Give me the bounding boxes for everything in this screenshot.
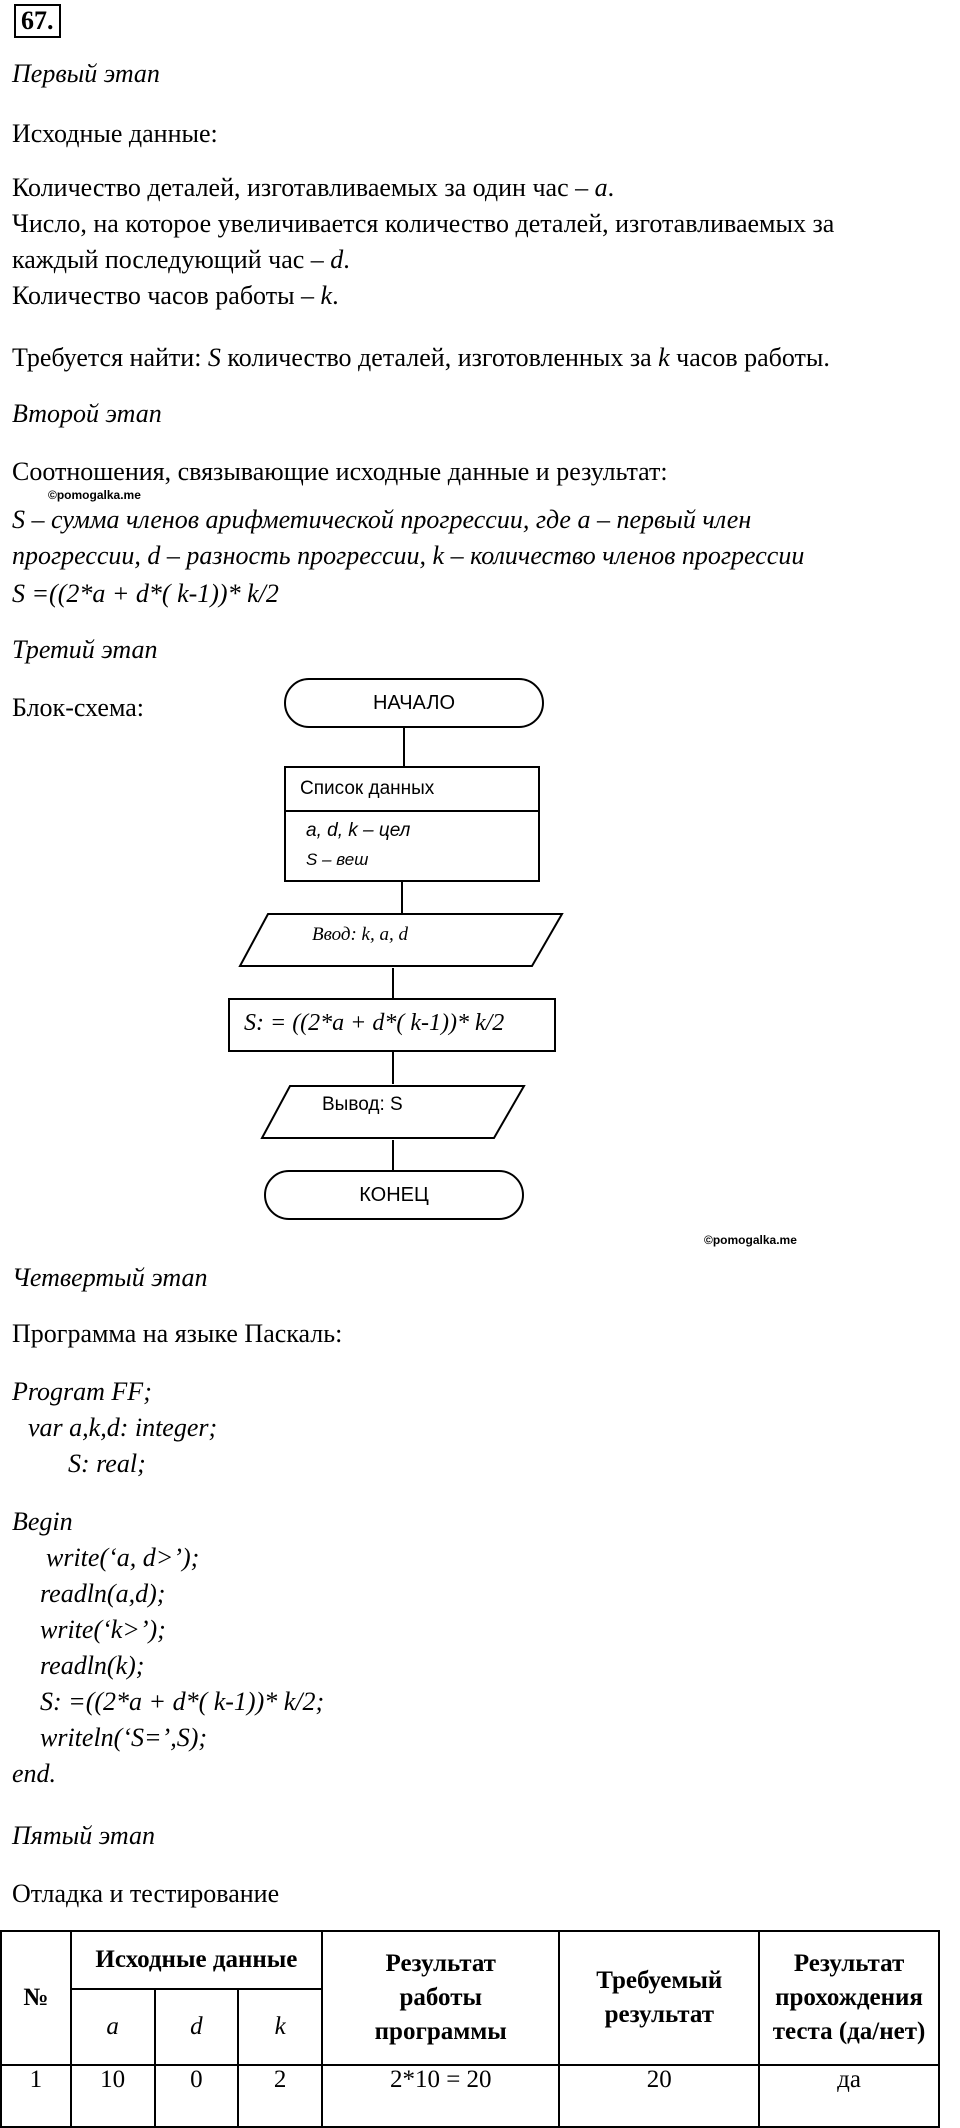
- var-d: d: [330, 245, 344, 274]
- flowchart-end: КОНЕЦ: [264, 1170, 524, 1220]
- find-mid: количество деталей, изготовленных за: [220, 343, 659, 372]
- watermark-1: ©pomogalka.me: [48, 488, 141, 502]
- header-k: k: [238, 1989, 322, 2065]
- initial-line-1-text: Количество деталей, изготавливаемых за один час –: [12, 173, 595, 202]
- flowchart-label: Блок-схема:: [12, 693, 144, 722]
- data-list-title: Список данных: [300, 778, 435, 799]
- stage4-title: Четвертый этап: [12, 1263, 208, 1292]
- header-expected-l1: Требуемый: [596, 1967, 723, 1994]
- debug-label: Отладка и тестирование: [12, 1879, 280, 1908]
- initial-data-label: Исходные данные:: [12, 119, 218, 148]
- code-line: var a,k,d: integer;: [28, 1413, 218, 1442]
- find-var-k: k: [658, 343, 670, 372]
- relations-line-1: S – сумма членов арифметической прогрессии, где a – первый член: [12, 505, 752, 534]
- cell-k: 2: [238, 2065, 322, 2127]
- initial-line-4-end: .: [332, 281, 339, 310]
- header-result-l3: программы: [374, 2018, 507, 2045]
- flowchart-assign: [228, 998, 556, 1052]
- header-d: d: [155, 1989, 239, 2065]
- header-result-l2: работы: [399, 1984, 483, 2011]
- stage1-title: Первый этап: [12, 59, 160, 88]
- flowchart-assign-text: S: = ((2*a + d*( k-1))* k/2: [244, 1010, 505, 1036]
- header-pass-l1: Результат: [793, 1950, 905, 1977]
- relations-line-2: прогрессии, d – разность прогрессии, k – количество членов прогрессии: [12, 541, 805, 570]
- initial-line-2: Число, на которое увеличивается количество деталей, изготавливаемых за: [12, 209, 835, 238]
- code-line: readln(k);: [40, 1651, 145, 1680]
- flowchart-output-text: Вывод: S: [322, 1094, 403, 1115]
- cell-num: 1: [1, 2065, 71, 2127]
- header-num: №: [1, 1931, 71, 2065]
- code-line: Begin: [12, 1507, 73, 1536]
- code-line: Program FF;: [12, 1377, 152, 1406]
- header-result-l1: Результат: [385, 1950, 496, 1977]
- results-table: [0, 1930, 940, 2128]
- cell-a: 10: [71, 2065, 155, 2127]
- data-list-line-2: S – веш: [306, 850, 369, 869]
- table-row: [1, 2065, 939, 2127]
- header-pass-l2: прохождения: [775, 1984, 923, 2011]
- flowchart-start: НАЧАЛО: [284, 678, 544, 728]
- stage2-title: Второй этап: [12, 399, 162, 428]
- code-line: write(‘a, d>’);: [46, 1543, 200, 1572]
- connector-2: [401, 882, 403, 914]
- connector-5: [392, 1140, 394, 1172]
- header-pass: [759, 1931, 939, 2065]
- table-header-row: [1, 1931, 939, 1989]
- code-line: readln(a,d);: [40, 1579, 166, 1608]
- find-var-s: S: [207, 343, 221, 372]
- stage3-title: Третий этап: [12, 635, 158, 664]
- stage5-title: Пятый этап: [12, 1821, 155, 1850]
- initial-line-3: [12, 242, 350, 278]
- initial-line-3-end: .: [343, 245, 350, 274]
- var-k: k: [320, 281, 333, 310]
- var-a: a: [594, 173, 608, 202]
- header-result: [322, 1931, 559, 2065]
- initial-line-1-end: .: [607, 173, 615, 202]
- code-line: writeln(‘S=’,S);: [40, 1723, 208, 1752]
- data-list-divider: [286, 810, 538, 812]
- cell-result: 2*10 = 20: [322, 2065, 559, 2127]
- header-input-data: Исходные данные: [71, 1931, 322, 1989]
- initial-line-4: [12, 278, 339, 314]
- cell-expected: 20: [559, 2065, 759, 2127]
- initial-line-1: [12, 170, 614, 206]
- header-a: a: [71, 1989, 155, 2065]
- relations-label: Соотношения, связывающие исходные данные и результат:: [12, 457, 668, 486]
- cell-d: 0: [155, 2065, 239, 2127]
- code-line: end.: [12, 1759, 57, 1788]
- connector-1: [403, 728, 405, 766]
- program-label: Программа на языке Паскаль:: [12, 1319, 343, 1348]
- watermark-2: ©pomogalka.me: [704, 1233, 797, 1247]
- connector-3: [392, 968, 394, 998]
- code-line: S: =((2*a + d*( k-1))* k/2;: [40, 1687, 325, 1716]
- flowchart-data-list: [284, 766, 540, 882]
- connector-4: [392, 1052, 394, 1084]
- code-line: write(‘k>’);: [40, 1615, 166, 1644]
- find-end: часов работы.: [669, 343, 830, 372]
- flowchart-input-text: Ввод: k, a, d: [312, 924, 408, 945]
- data-list-line-1: a, d, k – цел: [306, 820, 411, 841]
- find-pre: Требуется найти:: [12, 343, 208, 372]
- code-line: S: real;: [68, 1449, 146, 1478]
- header-expected: [559, 1931, 759, 2065]
- cell-pass: да: [759, 2065, 939, 2127]
- initial-line-3-text: каждый последующий час –: [12, 245, 331, 274]
- task-number: 67.: [14, 4, 61, 38]
- header-expected-l2: результат: [604, 2001, 714, 2028]
- header-pass-l3: теста (да/нет): [772, 2018, 926, 2045]
- relations-formula: S =((2*a + d*( k-1))* k/2: [12, 579, 279, 608]
- initial-line-4-text: Количество часов работы –: [12, 281, 321, 310]
- find-line: [12, 340, 830, 376]
